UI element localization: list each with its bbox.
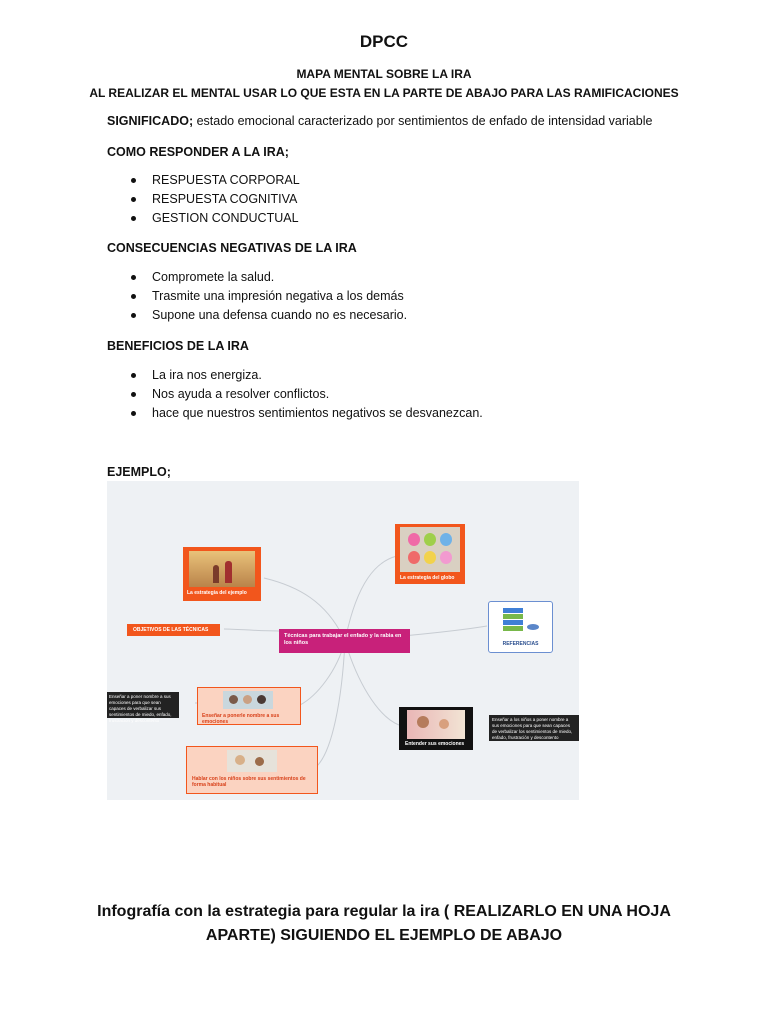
consecuencias-list xyxy=(152,268,407,325)
picture-family-icon xyxy=(227,750,277,772)
significado-line xyxy=(107,114,652,128)
list-item: La ira nos energiza. xyxy=(152,366,483,385)
page-title: DPCC xyxy=(359,32,409,51)
mind-map-image xyxy=(107,481,579,800)
mouse-icon xyxy=(527,624,539,630)
picture-balloons-icon xyxy=(400,527,460,572)
node-globo-label: La estrategia del globo xyxy=(400,575,455,581)
responder-heading: COMO RESPONDER A LA IRA; xyxy=(107,145,289,159)
beneficios-list xyxy=(152,366,483,423)
significado-text: estado emocional caracterizado por sentimientos de enfado de intensidad variable xyxy=(193,114,653,128)
list-item: Supone una defensa cuando no es necesario. xyxy=(152,306,407,325)
list-item: Compromete la salud. xyxy=(152,268,407,287)
books-icon xyxy=(503,608,523,632)
picture-children-icon xyxy=(189,551,255,587)
node-nombre-label: Enseñar a ponerle nombre a sus emociones xyxy=(202,713,280,725)
bottom-line-2: APARTE) SIGUIENDO EL EJEMPLO DE ABAJO xyxy=(205,927,563,944)
consecuencias-heading: CONSECUENCIAS NEGATIVAS DE LA IRA xyxy=(107,241,357,255)
node-entender-label: Entender sus emociones xyxy=(405,741,465,747)
significado-label: SIGNIFICADO; xyxy=(107,114,194,128)
list-item: RESPUESTA CORPORAL xyxy=(152,171,300,190)
list-item: hace que nuestros sentimientos negativos se desvanezcan. xyxy=(152,404,483,423)
node-globo xyxy=(395,524,465,584)
picture-faces-icon xyxy=(223,691,273,709)
beneficios-heading: BENEFICIOS DE LA IRA xyxy=(107,339,249,353)
list-item: Nos ayuda a resolver conflictos. xyxy=(152,385,483,404)
node-entender xyxy=(399,707,473,750)
bottom-instruction xyxy=(0,900,768,948)
node-objetivos: OBJETIVOS DE LAS TÉCNICAS xyxy=(127,624,220,636)
node-referencias xyxy=(488,601,553,653)
node-referencias-label: REFERENCIAS xyxy=(502,641,539,647)
list-item: Trasmite una impresión negativa a los demás xyxy=(152,287,407,306)
list-item: RESPUESTA COGNITIVA xyxy=(152,190,300,209)
node-ejemplo-label: La estrategia del ejemplo xyxy=(187,590,247,596)
node-hablar-label: Hablar con los niños sobre sus sentimientos de forma habitual xyxy=(192,776,306,788)
subtitle-mapa-mental: MAPA MENTAL SOBRE LA IRA xyxy=(296,67,472,81)
bottom-line-1: Infografía con la estrategia para regular la ira ( REALIZARLO EN UNA HOJA xyxy=(97,903,671,920)
node-hablar xyxy=(186,746,318,794)
picture-mother-child-icon xyxy=(407,710,465,739)
ejemplo-label: EJEMPLO; xyxy=(107,465,171,479)
node-ejemplo xyxy=(183,547,261,601)
node-nombre xyxy=(197,687,301,725)
note-left: Enseñar a poner nombre a sus emociones para que sean capaces de verbalizar sus sentimientos de miedo, enfado, frustración y descontento xyxy=(107,692,179,718)
note-right: Enseñar a los niños a poner nombre a sus emociones para que sean capaces de verbalizar los sentimientos de miedo, enfado, frustración y descontento xyxy=(489,715,579,741)
responder-list xyxy=(152,171,300,228)
subtitle-instructions: AL REALIZAR EL MENTAL USAR LO QUE ESTA EN LA PARTE DE ABAJO PARA LAS RAMIFICACIONES xyxy=(89,86,679,100)
list-item: GESTION CONDUCTUAL xyxy=(152,209,300,228)
node-center: Técnicas para trabajar el enfado y la rabia en los niños xyxy=(279,629,410,653)
